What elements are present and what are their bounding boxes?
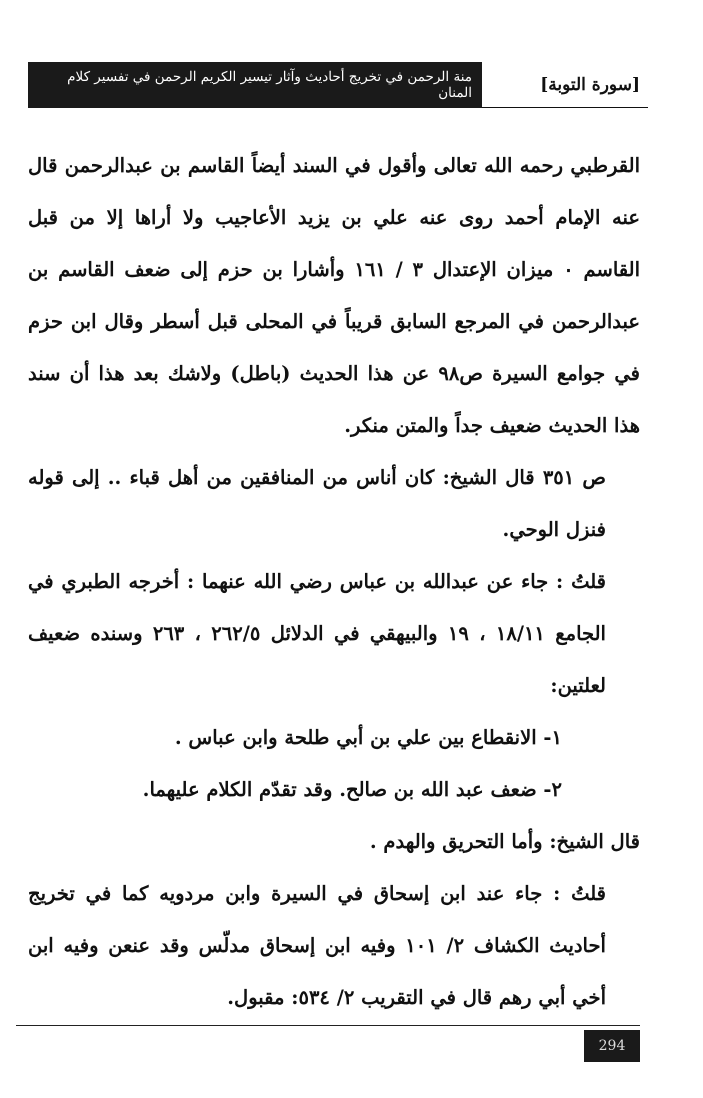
list-item-1: ١- الانقطاع بين علي بن أبي طلحة وابن عباس . xyxy=(174,726,562,749)
page-number: 294 xyxy=(584,1030,640,1062)
paragraph-5: قلتُ : جاء عند ابن إسحاق في السيرة وابن مردويه كما في تخريج أحاديث الكشاف ٢/ ١٠١ وفيه ابن إسحاق مدلّس وقد عنعن وفيه ابن أخي أبي رهم قال في التقريب ٢/ ٥٣٤: مقبول. xyxy=(28,882,606,1009)
paragraph-1: القرطبي رحمه الله تعالى وأقول في السند أيضاً القاسم بن عبدالرحمن قال عنه الإمام أحمد روى عنه علي بن يزيد الأعاجيب ولا أراها إلا من قبل القاسم ٠ ميزان الإعتدال ٣ / ١٦١ وأشارا بن حزم إلى ضعف القاسم بن عبدالرحمن في المرجع السابق قريباً في المحلى قبل أسطر وقال ابن حزم في جوامع السيرة ص٩٨ عن هذا الحديث (باطل) ولاشك بعد هذا أن سند هذا الحديث ضعيف جداً والمتن منكر. xyxy=(28,154,640,437)
footer-divider xyxy=(16,1025,640,1026)
list-item-2: ٢- ضعف عبد الله بن صالح. وقد تقدّم الكلام عليهما. xyxy=(142,778,562,801)
book-title-banner: منة الرحمن في تخريج أحاديث وآثار تيسير الكريم الرحمن في تفسير كلام المنان xyxy=(28,62,482,108)
running-header xyxy=(28,62,648,108)
paragraph-3: قلتُ : جاء عن عبدالله بن عباس رضي الله عنهما : أخرجه الطبري في الجامع ١٨/١١ ، ١٩ والبيهقي في الدلائل ٢٦٢/٥ ، ٢٦٣ وسنده ضعيف لعلتين: xyxy=(28,570,606,697)
paragraph-2: ص ٣٥١ قال الشيخ: كان أناس من المنافقين من أهل قباء .. إلى قوله فنزل الوحي. xyxy=(28,466,606,541)
paragraph-4: قال الشيخ: وأما التحريق والهدم . xyxy=(369,830,640,853)
page-body xyxy=(28,140,640,1024)
surah-header: [سورة التوبة] xyxy=(482,62,648,108)
